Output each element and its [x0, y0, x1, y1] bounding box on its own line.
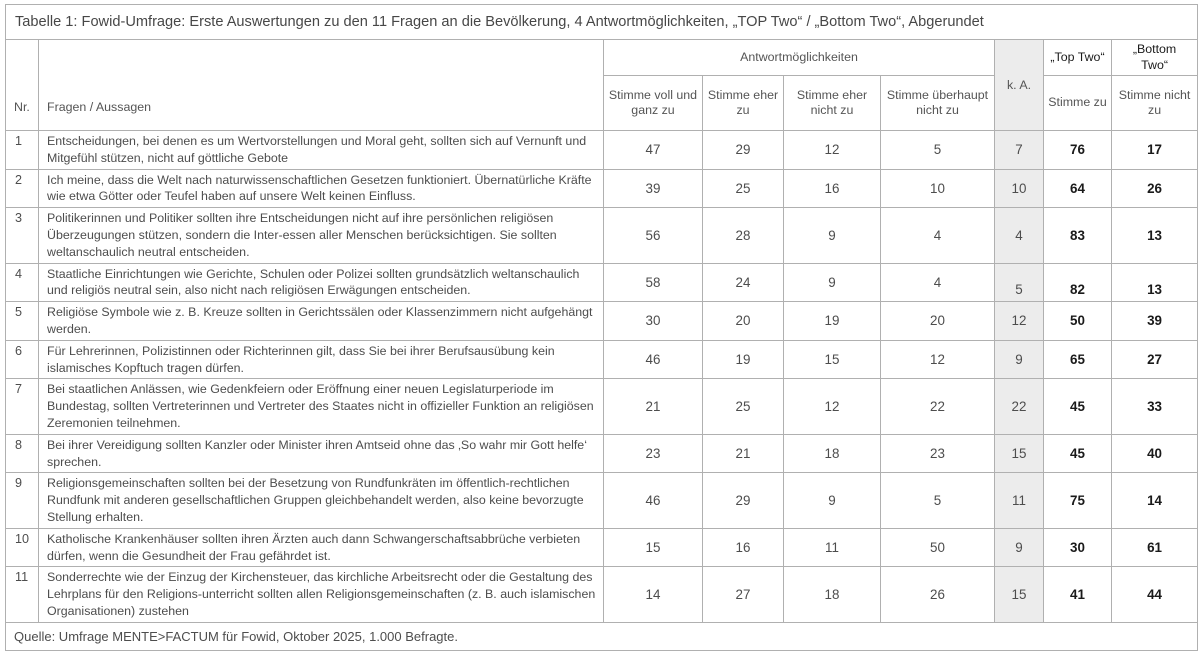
col-header-answer-1: Stimme voll und ganz zu: [604, 76, 703, 131]
row-number: 9: [6, 473, 39, 528]
value-stimme-ueberhaupt-nicht-zu: 4: [881, 208, 995, 263]
question-text: Politikerinnen und Politiker sollten ihre Entscheidungen nicht auf ihre persönlichen religiösen Überzeugungen stützen, sondern die Inter-essen aller Menschen berücksichtigen. Sie sollten weltanschaulich neutral entscheiden.: [39, 208, 604, 263]
question-text: Ich meine, dass die Welt nach naturwissenschaftlichen Gesetzen funktioniert. Übernatürliche Kräfte wie etwa Götter oder Teufel haben auf unsere Welt keinen Einfluss.: [39, 169, 604, 208]
table-row: [6, 302, 1198, 341]
col-header-nr: Nr.: [6, 40, 39, 131]
value-ka: 9: [995, 528, 1044, 567]
value-ka: 15: [995, 567, 1044, 622]
value-top-two: 45: [1044, 434, 1112, 473]
value-top-two: 83: [1044, 208, 1112, 263]
value-stimme-ueberhaupt-nicht-zu: 10: [881, 169, 995, 208]
question-text: Entscheidungen, bei denen es um Wertvorstellungen und Moral geht, sollten sich auf Vernunft und Mitgefühl stützen, nicht auf göttliche Gebote: [39, 131, 604, 170]
value-stimme-eher-nicht-zu: 9: [784, 263, 881, 302]
value-top-two: 64: [1044, 169, 1112, 208]
value-bottom-two: 17: [1112, 131, 1198, 170]
value-top-two: 75: [1044, 473, 1112, 528]
row-number: 4: [6, 263, 39, 302]
value-bottom-two: 40: [1112, 434, 1198, 473]
title-row: [6, 5, 1198, 40]
value-stimme-eher-zu: 28: [703, 208, 784, 263]
col-header-answer-4: Stimme überhaupt nicht zu: [881, 76, 995, 131]
col-header-ka: k. A.: [995, 40, 1044, 131]
value-stimme-ueberhaupt-nicht-zu: 26: [881, 567, 995, 622]
question-text: Sonderrechte wie der Einzug der Kirchensteuer, das kirchliche Arbeitsrecht oder die Gestaltung des Lehrplans für den Religions-unterricht sollten allen Religionsgemeinschaften (z. B. auch islamischen Organisationen) zustehen: [39, 567, 604, 622]
question-text: Katholische Krankenhäuser sollten ihren Ärzten auch dann Schwangerschaftsabbrüche verbieten dürfen, wenn die Gesundheit der Frau gefährdet ist.: [39, 528, 604, 567]
value-stimme-eher-nicht-zu: 9: [784, 473, 881, 528]
value-ka: 5: [995, 263, 1044, 302]
value-stimme-eher-nicht-zu: 19: [784, 302, 881, 341]
value-stimme-eher-zu: 24: [703, 263, 784, 302]
value-stimme-eher-nicht-zu: 16: [784, 169, 881, 208]
value-ka: 15: [995, 434, 1044, 473]
col-header-answer-3: Stimme eher nicht zu: [784, 76, 881, 131]
value-stimme-eher-zu: 29: [703, 473, 784, 528]
table-body: [6, 131, 1198, 623]
value-bottom-two: 14: [1112, 473, 1198, 528]
value-stimme-ueberhaupt-nicht-zu: 5: [881, 131, 995, 170]
value-top-two: 50: [1044, 302, 1112, 341]
table-row: [6, 208, 1198, 263]
table-row: [6, 567, 1198, 622]
source-row: [6, 622, 1198, 650]
table-title: Tabelle 1: Fowid-Umfrage: Erste Auswertungen zu den 11 Fragen an die Bevölkerung, 4 Antwortmöglichkeiten, „TOP Two“ / „Bottom Two“, Abgerundet: [6, 5, 1198, 40]
value-stimme-ueberhaupt-nicht-zu: 23: [881, 434, 995, 473]
value-stimme-voll-und-ganz-zu: 47: [604, 131, 703, 170]
row-number: 5: [6, 302, 39, 341]
value-ka: 11: [995, 473, 1044, 528]
fowid-survey-table: [5, 4, 1198, 651]
value-top-two: 76: [1044, 131, 1112, 170]
question-text: Bei ihrer Vereidigung sollten Kanzler oder Minister ihren Amtseid ohne das ‚So wahr mir Gott helfe‘ sprechen.: [39, 434, 604, 473]
value-ka: 7: [995, 131, 1044, 170]
value-stimme-eher-nicht-zu: 9: [784, 208, 881, 263]
col-group-answers: Antwortmöglichkeiten: [604, 40, 995, 76]
value-bottom-two: 33: [1112, 379, 1198, 434]
value-stimme-ueberhaupt-nicht-zu: 5: [881, 473, 995, 528]
value-stimme-voll-und-ganz-zu: 23: [604, 434, 703, 473]
question-text: Für Lehrerinnen, Polizistinnen oder Richterinnen gilt, dass Sie bei ihrer Berufsausübung kein islamisches Kopftuch tragen dürfen.: [39, 340, 604, 379]
value-stimme-voll-und-ganz-zu: 56: [604, 208, 703, 263]
value-ka: 9: [995, 340, 1044, 379]
value-ka: 10: [995, 169, 1044, 208]
value-ka: 12: [995, 302, 1044, 341]
question-text: Religiöse Symbole wie z. B. Kreuze sollten in Gerichtssälen oder Klassenzimmern nicht aufgehängt werden.: [39, 302, 604, 341]
value-stimme-voll-und-ganz-zu: 46: [604, 340, 703, 379]
value-stimme-eher-nicht-zu: 12: [784, 379, 881, 434]
value-stimme-eher-zu: 16: [703, 528, 784, 567]
value-top-two: 45: [1044, 379, 1112, 434]
value-bottom-two: 13: [1112, 263, 1198, 302]
value-stimme-eher-zu: 19: [703, 340, 784, 379]
table-row: [6, 473, 1198, 528]
table-row: [6, 528, 1198, 567]
row-number: 2: [6, 169, 39, 208]
question-text: Staatliche Einrichtungen wie Gerichte, Schulen oder Polizei sollten grundsätzlich weltanschaulich und religiös neutral sein, also nicht nach religiösen Erwägungen entscheiden.: [39, 263, 604, 302]
value-stimme-ueberhaupt-nicht-zu: 22: [881, 379, 995, 434]
value-stimme-voll-und-ganz-zu: 46: [604, 473, 703, 528]
value-stimme-eher-nicht-zu: 18: [784, 567, 881, 622]
col-header-answer-2: Stimme eher zu: [703, 76, 784, 131]
col-header-top-two: „Top Two“: [1044, 40, 1112, 76]
value-stimme-ueberhaupt-nicht-zu: 4: [881, 263, 995, 302]
value-stimme-eher-zu: 21: [703, 434, 784, 473]
value-stimme-eher-nicht-zu: 15: [784, 340, 881, 379]
row-number: 1: [6, 131, 39, 170]
table-row: [6, 379, 1198, 434]
table-row: [6, 263, 1198, 302]
value-stimme-voll-und-ganz-zu: 30: [604, 302, 703, 341]
value-bottom-two: 26: [1112, 169, 1198, 208]
value-ka: 22: [995, 379, 1044, 434]
value-stimme-eher-zu: 20: [703, 302, 784, 341]
value-stimme-voll-und-ganz-zu: 21: [604, 379, 703, 434]
value-stimme-ueberhaupt-nicht-zu: 20: [881, 302, 995, 341]
table-row: [6, 131, 1198, 170]
header-row-groups: [6, 40, 1198, 76]
value-stimme-eher-nicht-zu: 18: [784, 434, 881, 473]
value-bottom-two: 27: [1112, 340, 1198, 379]
value-top-two: 41: [1044, 567, 1112, 622]
value-stimme-eher-zu: 25: [703, 379, 784, 434]
row-number: 3: [6, 208, 39, 263]
value-stimme-ueberhaupt-nicht-zu: 12: [881, 340, 995, 379]
value-stimme-eher-zu: 29: [703, 131, 784, 170]
col-header-bottom-two-sub: Stimme nicht zu: [1112, 76, 1198, 131]
row-number: 11: [6, 567, 39, 622]
value-top-two: 30: [1044, 528, 1112, 567]
row-number: 8: [6, 434, 39, 473]
question-text: Religionsgemeinschaften sollten bei der Besetzung von Rundfunkräten im öffentlich-rechtlichen Rundfunk mit anderen gesellschaftlichen Gruppen gleichbehandelt werden, also keine bevorzugte Stellung erhalten.: [39, 473, 604, 528]
value-stimme-eher-nicht-zu: 11: [784, 528, 881, 567]
col-header-questions: Fragen / Aussagen: [39, 40, 604, 131]
value-bottom-two: 61: [1112, 528, 1198, 567]
value-bottom-two: 39: [1112, 302, 1198, 341]
value-stimme-eher-zu: 27: [703, 567, 784, 622]
value-bottom-two: 44: [1112, 567, 1198, 622]
value-stimme-voll-und-ganz-zu: 39: [604, 169, 703, 208]
row-number: 6: [6, 340, 39, 379]
source-note: Quelle: Umfrage MENTE>FACTUM für Fowid, Oktober 2025, 1.000 Befragte.: [6, 622, 1198, 650]
value-stimme-voll-und-ganz-zu: 14: [604, 567, 703, 622]
value-ka: 4: [995, 208, 1044, 263]
col-header-top-two-sub: Stimme zu: [1044, 76, 1112, 131]
value-stimme-ueberhaupt-nicht-zu: 50: [881, 528, 995, 567]
question-text: Bei staatlichen Anlässen, wie Gedenkfeiern oder Eröffnung einer neuen Legislaturperiode im Bundestag, sollten Vertreterinnen und Vertreter des Staates nicht in offizieller Funktion an religiösen Zeremonien teilnehmen.: [39, 379, 604, 434]
value-top-two: 65: [1044, 340, 1112, 379]
value-top-two: 82: [1044, 263, 1112, 302]
value-stimme-eher-zu: 25: [703, 169, 784, 208]
value-stimme-voll-und-ganz-zu: 58: [604, 263, 703, 302]
table-row: [6, 169, 1198, 208]
row-number: 10: [6, 528, 39, 567]
table-row: [6, 434, 1198, 473]
value-bottom-two: 13: [1112, 208, 1198, 263]
value-stimme-voll-und-ganz-zu: 15: [604, 528, 703, 567]
table-row: [6, 340, 1198, 379]
row-number: 7: [6, 379, 39, 434]
col-header-bottom-two: „Bottom Two“: [1112, 40, 1198, 76]
value-stimme-eher-nicht-zu: 12: [784, 131, 881, 170]
